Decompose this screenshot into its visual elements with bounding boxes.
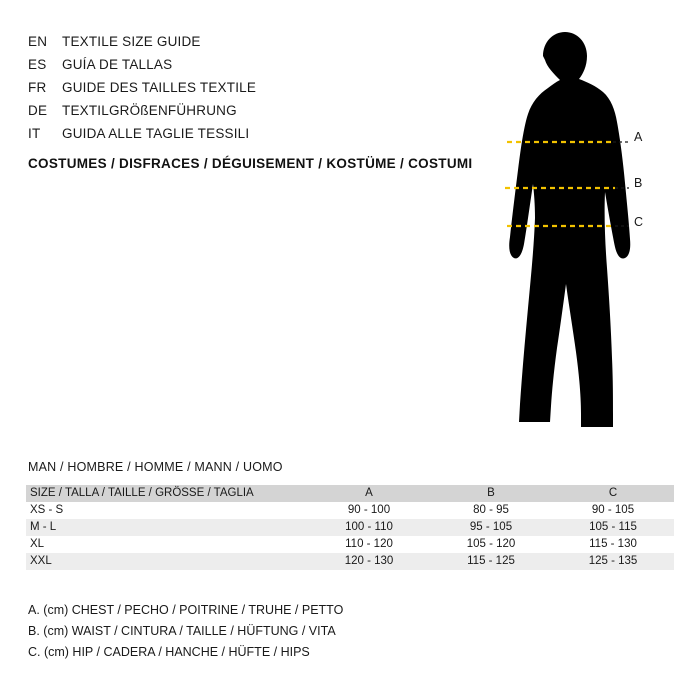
- table-row: [26, 536, 674, 553]
- language-code-it: IT: [28, 126, 41, 141]
- cell-waist: 80 - 95: [430, 502, 552, 519]
- language-text-de: TEXTILGRÖßENFÜHRUNG: [62, 103, 237, 118]
- cell-size: M - L: [26, 519, 308, 536]
- language-code-en: EN: [28, 34, 48, 49]
- body-figure: [455, 18, 685, 438]
- language-text-en: TEXTILE SIZE GUIDE: [62, 34, 201, 49]
- measure-label-group: [455, 18, 685, 438]
- table-row: [26, 553, 674, 570]
- language-code-es: ES: [28, 57, 47, 72]
- language-list: [28, 34, 448, 149]
- cell-chest: 120 - 130: [308, 553, 430, 570]
- size-table-head: [26, 485, 674, 502]
- language-row-en: [28, 34, 448, 57]
- cell-size: XL: [26, 536, 308, 553]
- cell-waist: 105 - 120: [430, 536, 552, 553]
- column-header-b: B: [430, 485, 552, 502]
- measure-label-a: A: [634, 130, 643, 144]
- cell-hip: 115 - 130: [552, 536, 674, 553]
- language-row-fr: [28, 80, 448, 103]
- language-text-es: GUÍA DE TALLAS: [62, 57, 173, 72]
- column-header-c: C: [552, 485, 674, 502]
- cell-waist: 115 - 125: [430, 553, 552, 570]
- column-header-size: SIZE / TALLA / TAILLE / GRÖSSE / TAGLIA: [26, 485, 308, 502]
- language-code-de: DE: [28, 103, 48, 118]
- measure-label-b: B: [634, 176, 643, 190]
- legend-row-c: C. (cm) HIP / CADERA / HANCHE / HÜFTE / HIPS: [28, 645, 310, 659]
- cell-waist: 95 - 105: [430, 519, 552, 536]
- language-row-es: [28, 57, 448, 80]
- measurement-legend: [28, 600, 528, 663]
- cell-hip: 105 - 115: [552, 519, 674, 536]
- language-text-it: GUIDA ALLE TAGLIE TESSILI: [62, 126, 250, 141]
- cell-hip: 125 - 135: [552, 553, 674, 570]
- cell-chest: 110 - 120: [308, 536, 430, 553]
- cell-chest: 100 - 110: [308, 519, 430, 536]
- cell-hip: 90 - 105: [552, 502, 674, 519]
- legend-row-b: B. (cm) WAIST / CINTURA / TAILLE / HÜFTUNG / VITA: [28, 624, 336, 638]
- cell-size: XXL: [26, 553, 308, 570]
- language-row-it: [28, 126, 448, 149]
- language-row-de: [28, 103, 448, 126]
- table-header-row: [26, 485, 674, 502]
- cell-size: XS - S: [26, 502, 308, 519]
- table-row: [26, 519, 674, 536]
- size-table-body: [26, 502, 674, 570]
- category-heading: COSTUMES / DISFRACES / DÉGUISEMENT / KOSTÜME / COSTUMI: [28, 156, 473, 171]
- legend-row-a: A. (cm) CHEST / PECHO / POITRINE / TRUHE / PETTO: [28, 603, 344, 617]
- cell-chest: 90 - 100: [308, 502, 430, 519]
- size-table: [26, 485, 674, 570]
- language-text-fr: GUIDE DES TAILLES TEXTILE: [62, 80, 257, 95]
- language-code-fr: FR: [28, 80, 47, 95]
- column-header-a: A: [308, 485, 430, 502]
- table-row: [26, 502, 674, 519]
- table-title: MAN / HOMBRE / HOMME / MANN / UOMO: [28, 460, 283, 474]
- measure-label-c: C: [634, 215, 644, 229]
